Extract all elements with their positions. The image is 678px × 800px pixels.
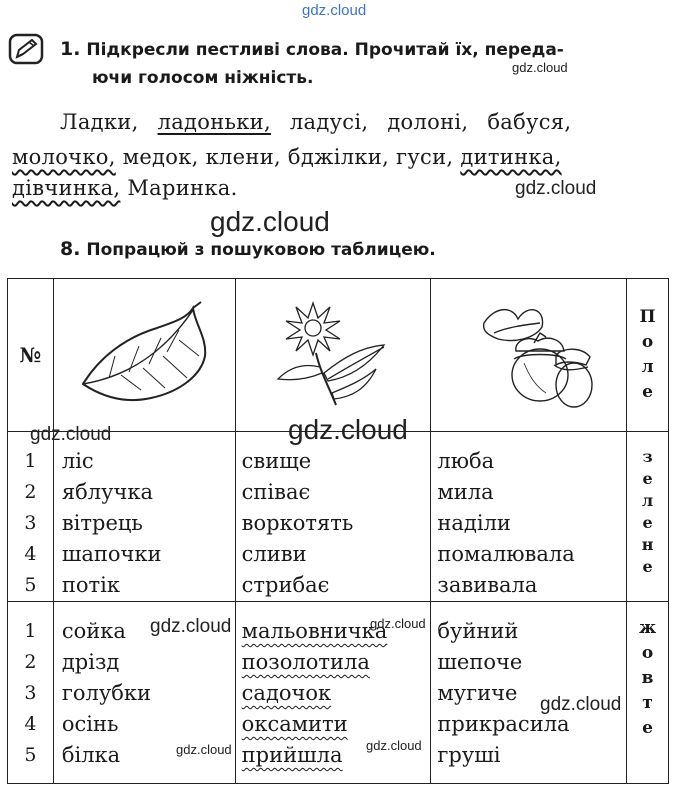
underlined-word: позолотила xyxy=(241,650,370,674)
word: ладусі, xyxy=(289,110,369,134)
watermark-top: gdz.cloud xyxy=(302,2,367,19)
birch-leaf-cell xyxy=(53,279,235,432)
underlined-word: оксамити xyxy=(241,712,348,736)
word-cell: стрибає xyxy=(241,573,330,597)
table-group-2 xyxy=(8,602,669,784)
word-cell: осінь xyxy=(61,712,119,736)
watermark-bottom-3: gdz.cloud xyxy=(540,694,622,715)
watermark-large-1: gdz.cloud xyxy=(210,206,330,237)
field-letter: е xyxy=(642,469,653,488)
underlined-word: дівчинка, xyxy=(12,176,121,200)
exercise-8-heading xyxy=(60,237,436,262)
acorn-cell xyxy=(431,279,627,432)
watermark-bottom-4: gdz.cloud xyxy=(176,742,232,757)
row-number: 5 xyxy=(24,574,37,596)
field-letter: е xyxy=(642,557,653,576)
word-cell: сойка xyxy=(61,619,126,643)
watermark-bottom-5: gdz.cloud xyxy=(366,738,422,753)
group-2-col3 xyxy=(431,602,627,784)
field-letter: т xyxy=(642,693,653,713)
table-header-row xyxy=(8,279,669,432)
watermark-left-table: gdz.cloud xyxy=(30,424,112,445)
watermark-small-1: gdz.cloud xyxy=(512,60,568,75)
group-2-numbers xyxy=(8,602,54,784)
word-cell: люба xyxy=(437,449,495,473)
underlined-word: прийшла xyxy=(241,743,343,767)
group-1-col2 xyxy=(235,432,431,602)
field-letter: з xyxy=(642,447,653,466)
row-number: 3 xyxy=(24,682,37,704)
group-1-col1 xyxy=(53,432,235,602)
word: бабуся, xyxy=(487,110,572,134)
group-1-field xyxy=(627,432,669,602)
field-letter: ж xyxy=(638,618,657,638)
row-number: 4 xyxy=(24,713,37,735)
exercise-1-title-line1: Підкресли пестливі слова. Прочитай їх, переда- xyxy=(86,40,564,60)
word-cell: свище xyxy=(241,449,312,473)
exercise-1-line2 xyxy=(12,141,562,173)
exercise-8-title: Попрацюй з пошуковою таблицею. xyxy=(86,240,436,260)
group-1-col3 xyxy=(431,432,627,602)
word-cell: співає xyxy=(241,480,311,504)
field-letter: П xyxy=(639,307,656,327)
exercise-1-title-line2: ючи голосом ніжність. xyxy=(92,68,314,88)
underlined-word: ладоньки, xyxy=(157,110,271,134)
row-number: 3 xyxy=(24,512,37,534)
field-letter: е xyxy=(642,513,653,532)
word-cell: шепоче xyxy=(437,650,523,674)
underlined-word: садочок xyxy=(241,681,332,705)
field-letter: л xyxy=(641,357,654,377)
watermark-center-table: gdz.cloud xyxy=(288,414,408,445)
exercise-1-line1 xyxy=(60,106,571,138)
field-letter: в xyxy=(641,668,654,688)
word-cell: помалювала xyxy=(437,542,575,566)
word-cell: мила xyxy=(437,480,494,504)
word-cell: дрізд xyxy=(61,650,120,674)
word-cell: голубки xyxy=(61,681,151,705)
word-cell: яблучка xyxy=(61,480,153,504)
number-header: № xyxy=(8,279,54,432)
acorns-icon xyxy=(454,293,604,413)
underlined-word: дитинка, xyxy=(460,145,562,169)
word-cell: прикрасила xyxy=(437,712,570,736)
word-cell: воркотять xyxy=(241,511,354,535)
word: Ладки, xyxy=(60,110,139,134)
exercise-1-heading xyxy=(60,37,670,62)
underlined-word: мальовничка xyxy=(241,619,388,643)
exercise-pencil-icon xyxy=(8,33,44,65)
group-1-numbers xyxy=(8,432,54,602)
word-cell: сливи xyxy=(241,542,307,566)
row-number: 1 xyxy=(24,450,37,472)
row-number: 4 xyxy=(24,543,37,565)
word-cell: мугиче xyxy=(437,681,518,705)
word-cell: шапочки xyxy=(61,542,162,566)
word-cell: вітрець xyxy=(61,511,143,535)
group-2-field xyxy=(627,602,669,784)
dahlia-flower-icon xyxy=(258,293,408,413)
exercise-1-line3 xyxy=(12,172,238,204)
row-number: 5 xyxy=(24,744,37,766)
row-number: 2 xyxy=(24,651,37,673)
word-cell: білка xyxy=(61,743,121,767)
row-number: 1 xyxy=(24,620,37,642)
field-letter: л xyxy=(641,491,654,510)
word-cell: потік xyxy=(61,573,120,597)
table-group-1 xyxy=(8,432,669,602)
word-cell: завивала xyxy=(437,573,538,597)
field-header-cell xyxy=(627,279,669,432)
watermark-bottom-1: gdz.cloud xyxy=(150,616,232,637)
word: медок, клени, бджілки, гуси, xyxy=(122,145,454,169)
watermark-right-1: gdz.cloud xyxy=(515,178,597,199)
field-letter: е xyxy=(642,382,653,402)
underlined-word: молочко, xyxy=(12,145,116,169)
row-number: 2 xyxy=(24,481,37,503)
watermark-bottom-2: gdz.cloud xyxy=(370,616,426,631)
field-letter: е xyxy=(642,718,653,738)
word-cell: ліс xyxy=(61,449,94,473)
flower-cell xyxy=(235,279,431,432)
word-cell: наділи xyxy=(437,511,511,535)
field-letter: н xyxy=(641,535,654,554)
birch-leaf-icon xyxy=(69,298,219,408)
word: долоні, xyxy=(387,110,469,134)
field-letter: о xyxy=(641,643,654,663)
word-cell: буйний xyxy=(437,619,519,643)
word: Маринка. xyxy=(127,176,238,200)
exercise-8-number: 8. xyxy=(60,238,81,260)
exercise-1-number: 1. xyxy=(60,38,81,60)
field-letter: о xyxy=(641,332,654,352)
field-header xyxy=(627,305,668,405)
word-cell: груші xyxy=(437,743,501,767)
